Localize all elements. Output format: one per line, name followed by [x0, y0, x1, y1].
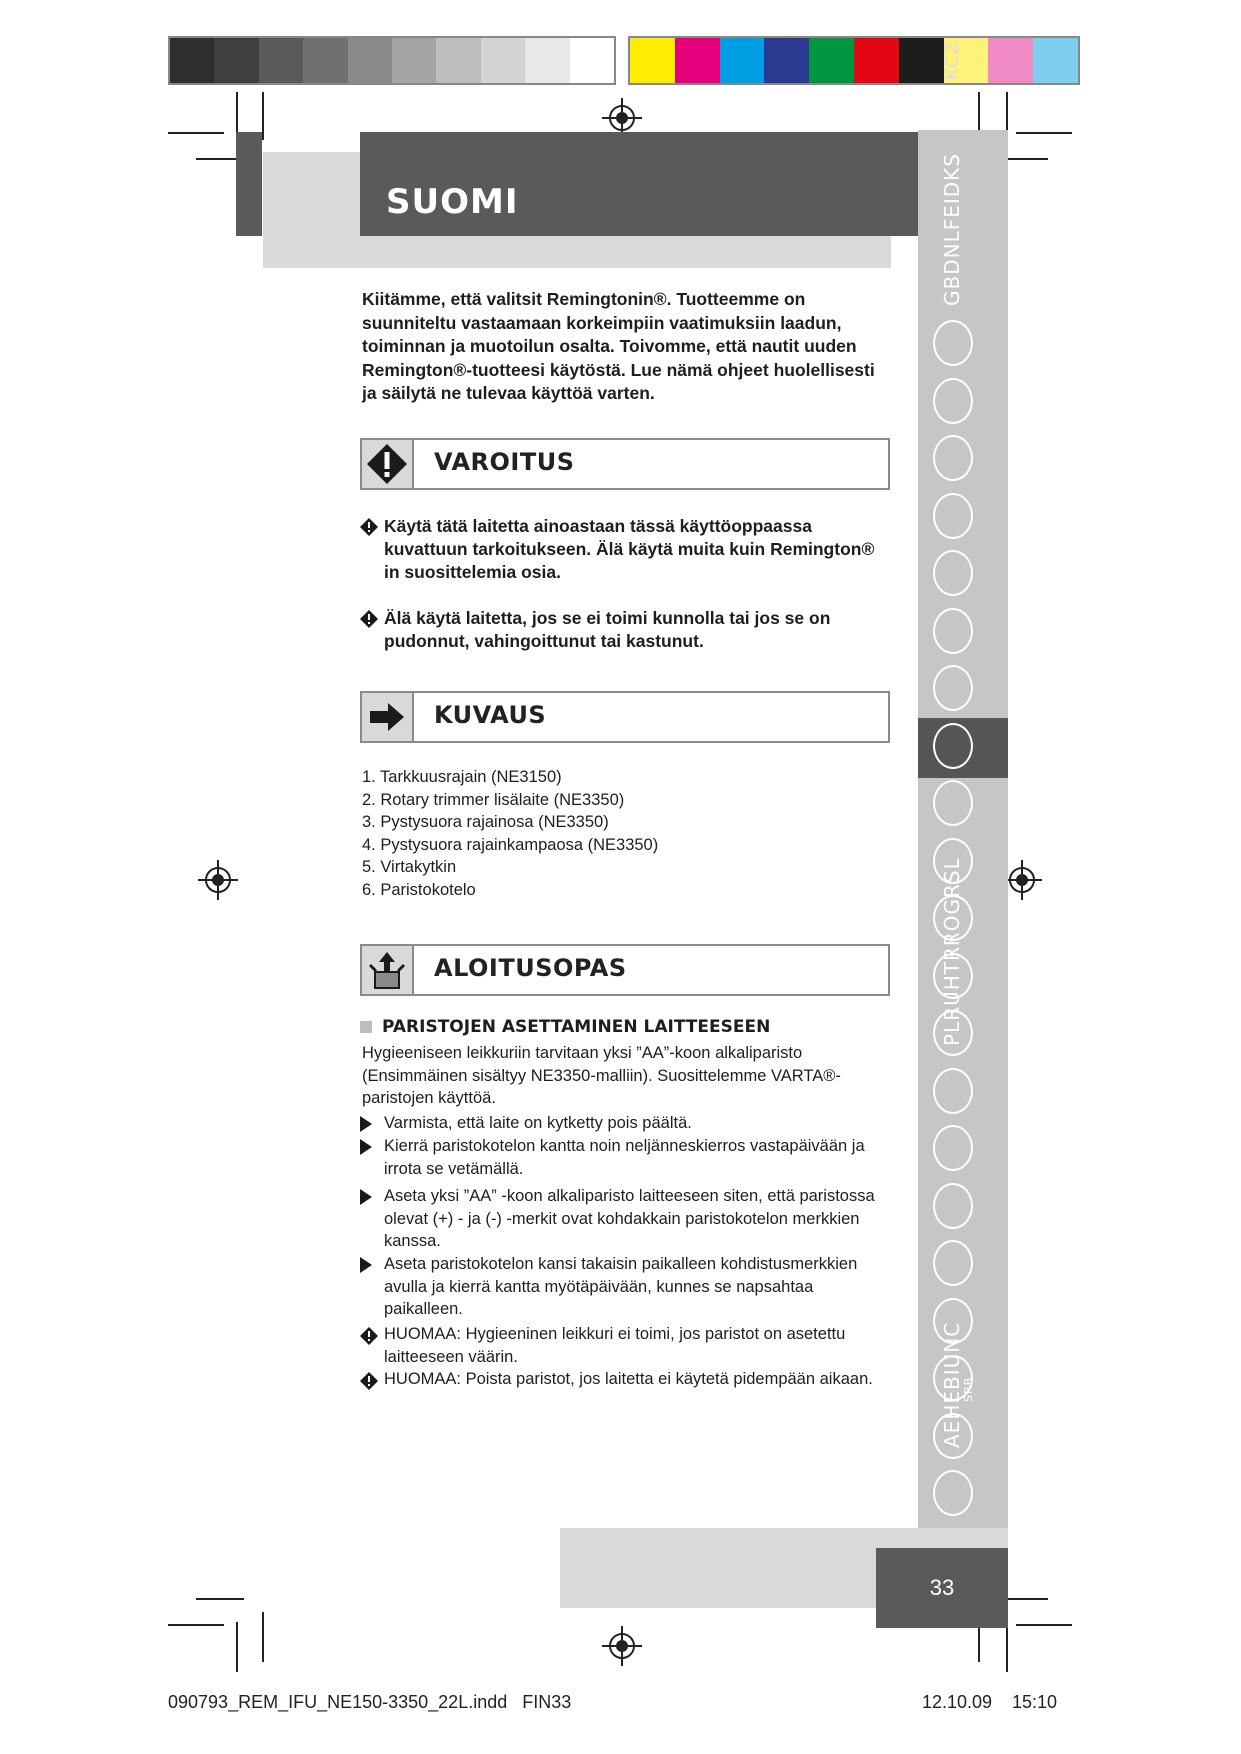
language-tab-circle	[933, 493, 973, 539]
warning-item	[360, 515, 880, 584]
color-swatch	[1033, 38, 1078, 83]
color-swatch	[436, 38, 480, 83]
list-item: 4. Pystysuora rajainkampaosa (NE3350)	[362, 835, 659, 854]
warning-icon	[362, 440, 414, 488]
triangle-bullet-icon	[360, 1189, 372, 1205]
color-swatch	[988, 38, 1033, 83]
color-swatch	[348, 38, 392, 83]
parts-list	[362, 766, 658, 902]
list-item: 3. Pystysuora rajainosa (NE3350)	[362, 813, 609, 832]
language-tab-circle	[933, 665, 973, 711]
warning-bullet-icon	[360, 1327, 378, 1345]
color-swatch	[525, 38, 569, 83]
crop-mark	[262, 92, 264, 140]
list-item: 5. Virtakytkin	[362, 858, 457, 877]
warning-bullet-icon	[360, 1372, 378, 1390]
warning-bullet-icon	[360, 518, 378, 536]
intro-paragraph: Kiitämme, että valitsit Remingtonin®. Tuotteemme on suunniteltu vastaamaan korkeimpiin vaatimuksiin laadun, toiminnan ja muotoilun osalta. Toivomme, että nautit uuden Remington®-tuotteesi käytöstä. Lue nämä ohjeet huolellisesti ja säilytä ne tulevaa käyttöä varten.	[362, 289, 875, 403]
section-title-start: ALOITUSOPAS	[434, 954, 627, 982]
battery-paragraph: Hygieeniseen leikkuriin tarvitaan yksi ”AA”-koon alkaliparisto (Ensimmäinen sisältyy NE3350-malliin). Suosittelemme VARTA®-paristojen käyttöä.	[362, 1044, 841, 1107]
grayscale-color-bar	[168, 36, 616, 85]
language-tab-circle	[933, 550, 973, 596]
triangle-bullet-icon	[360, 1139, 372, 1155]
language-tab-circle	[933, 1068, 973, 1114]
color-swatch	[570, 38, 614, 83]
color-swatch	[481, 38, 525, 83]
registration-mark-icon	[602, 1626, 642, 1666]
note-item	[360, 1368, 880, 1391]
language-codes-top: GBDNLFEIDKS	[940, 153, 964, 306]
language-codes-bottom: AEHEBIUNC	[940, 1321, 964, 1448]
color-swatch	[259, 38, 303, 83]
section-warning-header	[360, 438, 890, 490]
triangle-bullet-icon	[360, 1257, 372, 1273]
instruction-step	[360, 1135, 880, 1180]
page-title: SUOMI	[386, 182, 519, 222]
color-swatch	[720, 38, 765, 83]
section-title-warning: VAROITUS	[434, 448, 575, 476]
page-number: 33	[876, 1548, 1008, 1628]
step-text: Aseta paristokotelon kansi takaisin paikalleen kohdistusmerkkien avulla ja kierrä kantta myötäpäivään, kunnes se napsahtaa paikalleen.	[384, 1255, 858, 1318]
square-bullet-icon	[360, 1021, 372, 1033]
registration-mark-icon	[198, 860, 238, 900]
note-text: HUOMAA: Poista paristot, jos laitetta ei käytetä pidempään aikaan.	[384, 1370, 873, 1388]
crop-mark	[236, 1622, 238, 1672]
color-swatch	[392, 38, 436, 83]
unbox-icon	[362, 946, 414, 994]
language-tab-circle	[933, 1183, 973, 1229]
language-codes-mid: PLRUHTRROGRSL	[940, 857, 964, 1046]
list-item: 1. Tarkkuusrajain (NE3150)	[362, 768, 562, 786]
color-swatch	[303, 38, 347, 83]
color-swatch	[809, 38, 854, 83]
language-codes-bottom-small: SRB	[962, 1376, 975, 1402]
registration-mark-icon	[1002, 860, 1042, 900]
language-tab-circle	[933, 1470, 973, 1516]
crop-mark	[196, 1598, 244, 1600]
language-tab-circle	[933, 435, 973, 481]
step-text: Varmista, että laite on kytketty pois päältä.	[384, 1114, 692, 1132]
note-text: HUOMAA: Hygieeninen leikkuri ei toimi, jos paristot on asetettu laitteeseen väärin.	[384, 1325, 846, 1366]
language-tab-circle	[933, 320, 973, 366]
warning-text: Älä käytä laitetta, jos se ei toimi kunnolla tai jos se on pudonnut, vahingoittunut tai kastunut.	[384, 608, 831, 651]
instruction-step	[360, 1112, 880, 1135]
color-swatch	[214, 38, 258, 83]
color-swatch	[899, 38, 944, 83]
language-tab-circle	[933, 1125, 973, 1171]
crop-mark	[262, 1612, 264, 1662]
instruction-step	[360, 1185, 880, 1253]
section-start-header	[360, 944, 890, 996]
color-swatch	[675, 38, 720, 83]
triangle-bullet-icon	[360, 1116, 372, 1132]
crop-mark	[1016, 1624, 1072, 1626]
step-text: Kierrä paristokotelon kantta noin neljänneskierros vastapäivään ja irrota se vetämällä.	[384, 1137, 865, 1178]
battery-subheading	[360, 1017, 770, 1037]
language-tab-circle	[933, 723, 973, 769]
slug-time: 15:10	[1012, 1692, 1058, 1712]
title-bar-edge	[236, 132, 262, 236]
file-slug: 090793_REM_IFU_NE150-3350_22L.indd FIN33	[168, 1692, 572, 1712]
color-swatch	[170, 38, 214, 83]
language-tab-circle	[933, 378, 973, 424]
list-item: 6. Paristokotelo	[362, 880, 476, 899]
slug-date: 12.10.09	[922, 1692, 993, 1712]
warning-text: Käytä tätä laitetta ainoastaan tässä käyttöoppaassa kuvattuun tarkoitukseen. Älä käytä muita kuin Remington® in suosittelemia osia.	[384, 516, 875, 582]
crop-mark	[1016, 132, 1072, 134]
section-description-header	[360, 691, 890, 743]
subheading-text: PARISTOJEN ASETTAMINEN LAITTEESEEN	[382, 1017, 771, 1037]
crop-mark	[168, 132, 224, 134]
crop-mark	[1006, 1622, 1008, 1672]
language-tab-circle	[933, 608, 973, 654]
warning-bullet-icon	[360, 610, 378, 628]
language-tab-circle	[933, 1240, 973, 1286]
language-tab-circle	[933, 780, 973, 826]
list-item: 2. Rotary trimmer lisälaite (NE3350)	[362, 790, 625, 809]
section-title-description: KUVAUS	[434, 701, 547, 729]
process-color-bar	[628, 36, 1080, 85]
language-codes-corner: KCZ	[942, 41, 963, 80]
color-swatch	[630, 38, 675, 83]
arrow-right-icon	[362, 693, 414, 741]
instruction-step	[360, 1253, 880, 1321]
note-item	[360, 1323, 880, 1368]
step-text: Aseta yksi ”AA” -koon alkaliparisto laitteeseen siten, että paristossa olevat (+) - ja (-) -merkit ovat kohdakkain paristokotelon merkkien kanssa.	[384, 1187, 875, 1250]
warning-item	[360, 607, 880, 653]
color-swatch	[764, 38, 809, 83]
crop-mark	[168, 1624, 224, 1626]
color-swatch	[854, 38, 899, 83]
